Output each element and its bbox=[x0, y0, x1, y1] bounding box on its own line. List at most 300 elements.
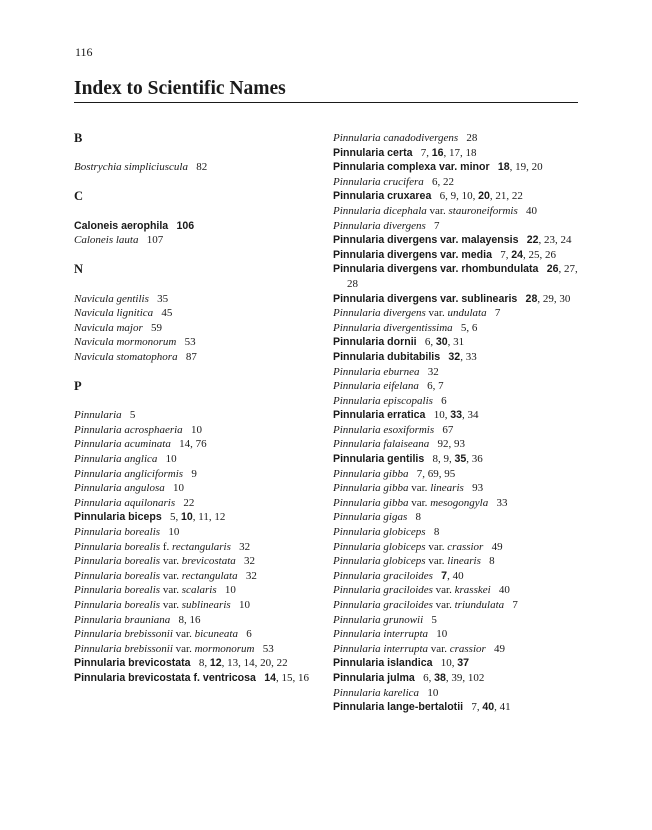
page-ref: 6 bbox=[246, 628, 252, 641]
page-ref: 28 bbox=[525, 292, 538, 305]
page-references bbox=[149, 293, 168, 305]
index-entry bbox=[74, 569, 324, 584]
page-title: Index to Scientific Names bbox=[74, 78, 286, 99]
index-entry bbox=[333, 496, 583, 511]
page-ref: 16 bbox=[297, 671, 309, 684]
taxon-name: Pinnularia brebissonii bbox=[74, 642, 173, 655]
page-ref: 76 bbox=[195, 438, 207, 451]
index-entry bbox=[333, 452, 583, 467]
page-ref: 92 bbox=[437, 438, 449, 451]
page-references: 6, 30, 31 bbox=[424, 336, 465, 349]
page-ref: 9 bbox=[450, 190, 457, 203]
taxon-name: Pinnularia brebissonii bbox=[74, 628, 173, 641]
index-entry bbox=[333, 481, 583, 496]
page-ref: 30 bbox=[435, 336, 448, 349]
page-ref: 6 bbox=[441, 394, 447, 407]
page-references: 7, 40 bbox=[441, 569, 464, 582]
page-references bbox=[231, 541, 250, 553]
page-ref: 18 bbox=[497, 161, 510, 174]
page-references bbox=[434, 424, 453, 436]
taxon-name: stauroneiformis bbox=[448, 204, 518, 217]
index-entry bbox=[74, 642, 324, 657]
taxon-name: Pinnularia gibba bbox=[333, 482, 409, 495]
page-ref: 31 bbox=[453, 336, 465, 349]
page-ref: 11 bbox=[198, 511, 209, 524]
index-entry bbox=[333, 686, 583, 701]
index-entry bbox=[74, 219, 324, 234]
page-references bbox=[153, 307, 172, 319]
taxon-name: Pinnularia divergens bbox=[333, 307, 426, 320]
page-ref: 8 bbox=[432, 453, 438, 466]
page-references bbox=[481, 555, 495, 567]
page-ref: 10 bbox=[173, 482, 185, 495]
index-entry bbox=[333, 554, 583, 569]
page-ref: 22 bbox=[526, 234, 539, 247]
taxon-name: Pinnularia divergens bbox=[333, 219, 426, 232]
taxon-name: Pinnularia divergens var. rhombundulata bbox=[333, 263, 539, 276]
page-ref: 20 bbox=[260, 657, 272, 670]
page-ref: 6 bbox=[424, 336, 431, 349]
page-references: 7, 24, 25, 26 bbox=[500, 248, 557, 261]
taxon-name: Pinnularia julma bbox=[333, 671, 415, 684]
page-ref: 18 bbox=[465, 146, 477, 159]
page-references: 10, 33, 34 bbox=[433, 409, 479, 422]
index-entry bbox=[74, 554, 324, 569]
page-references bbox=[486, 643, 505, 655]
page-ref: 53 bbox=[184, 336, 196, 349]
page-references bbox=[138, 234, 163, 246]
page-ref: 32 bbox=[239, 540, 251, 553]
taxon-name: Bostrychia simpliciuscula bbox=[74, 161, 188, 174]
page-references: 22, 23, 24 bbox=[526, 234, 572, 247]
page-ref: 10 bbox=[461, 190, 473, 203]
page-ref: 7 bbox=[441, 569, 448, 582]
index-entry bbox=[74, 598, 324, 613]
taxon-name: var. bbox=[160, 599, 182, 611]
page-references bbox=[419, 366, 438, 378]
page-references: 6, 9, 10, 20, 21, 22 bbox=[439, 190, 523, 203]
taxon-name: Pinnularia borealis bbox=[74, 555, 161, 568]
taxon-name: Pinnularia gentilis bbox=[333, 453, 425, 466]
index-entry bbox=[333, 627, 583, 642]
taxon-name: Caloneis aerophila bbox=[74, 219, 169, 232]
page-ref: 22 bbox=[443, 175, 454, 188]
page-ref: 59 bbox=[151, 321, 162, 334]
page-ref: 22 bbox=[276, 657, 288, 670]
index-entry bbox=[333, 175, 583, 190]
index-entry bbox=[74, 496, 324, 511]
taxon-name: Pinnularia gibba bbox=[333, 496, 409, 509]
page-ref: 69 bbox=[427, 467, 439, 480]
index-entry bbox=[74, 656, 324, 671]
taxon-name: Pinnularia globiceps bbox=[333, 526, 426, 539]
page-ref: 14 bbox=[179, 438, 191, 451]
index-entry bbox=[333, 583, 583, 598]
page-references bbox=[217, 584, 236, 596]
taxon-name: Pinnularia eifelana bbox=[333, 380, 419, 393]
taxon-name: Pinnularia gibba bbox=[333, 467, 409, 480]
taxon-name: Pinnularia divergens var. sublinearis bbox=[333, 292, 518, 305]
page-ref: 10 bbox=[436, 628, 448, 641]
page-ref: 106 bbox=[176, 219, 195, 232]
taxon-name: krasskei bbox=[454, 584, 491, 597]
page-ref: 12 bbox=[209, 657, 222, 670]
index-entry bbox=[333, 146, 583, 161]
page-references bbox=[487, 307, 501, 319]
index-entry bbox=[333, 656, 583, 671]
taxon-name: Pinnularia divergens var. malayensis bbox=[333, 234, 519, 247]
taxon-name: Pinnularia brevicostata bbox=[74, 657, 191, 670]
page-ref: 8 bbox=[433, 526, 440, 539]
index-entry bbox=[74, 583, 324, 598]
index-entry bbox=[74, 321, 324, 336]
taxon-name: var. bbox=[425, 555, 448, 568]
taxon-name: mormonorum bbox=[194, 642, 255, 655]
taxon-name: Pinnularia divergentissima bbox=[333, 321, 453, 334]
taxon-name: Pinnularia biceps bbox=[74, 511, 162, 524]
page-references bbox=[255, 643, 274, 655]
taxon-name: scalaris bbox=[181, 584, 217, 597]
page-references bbox=[419, 687, 438, 699]
page-ref: 26 bbox=[546, 263, 559, 276]
taxon-name: Pinnularia gigas bbox=[333, 511, 408, 524]
taxon-name: Pinnularia brauniana bbox=[74, 613, 171, 626]
page-references: 6, 7 bbox=[427, 380, 444, 393]
page-references bbox=[231, 599, 250, 611]
page-ref: 7 bbox=[434, 219, 440, 232]
taxon-name: brevicostata bbox=[181, 555, 236, 568]
taxon-name: Pinnularia dubitabilis bbox=[333, 350, 441, 363]
page-references: 8, 12, 13, 14, 20, 22 bbox=[198, 657, 288, 670]
taxon-name: Pinnularia acrosphaeria bbox=[74, 423, 183, 436]
page-ref: 7 bbox=[416, 467, 423, 480]
page-references: 5, 6 bbox=[460, 321, 478, 334]
page-references bbox=[122, 409, 136, 421]
page-ref: 39 bbox=[451, 671, 463, 684]
page-ref: 10 bbox=[440, 657, 452, 670]
page-ref: 10 bbox=[427, 686, 439, 699]
page-ref: 14 bbox=[243, 657, 255, 670]
index-entry bbox=[333, 598, 583, 613]
index-entry bbox=[74, 467, 324, 482]
taxon-name: Navicula stomatophora bbox=[74, 350, 178, 363]
page-ref: 7 bbox=[500, 248, 506, 261]
page-ref: 10 bbox=[190, 423, 202, 436]
page-references bbox=[178, 351, 197, 363]
page-references bbox=[175, 497, 194, 509]
page-ref: 14 bbox=[264, 671, 276, 684]
page-ref: 7 bbox=[438, 380, 444, 393]
page-references: 18, 19, 20 bbox=[497, 161, 543, 174]
page-ref: 6 bbox=[471, 321, 478, 334]
taxon-name: var. bbox=[160, 569, 182, 582]
page-ref: 7 bbox=[494, 307, 501, 320]
section-spacer bbox=[74, 175, 324, 190]
page-references bbox=[426, 526, 440, 538]
taxon-name: bicuneata bbox=[194, 628, 238, 641]
page-references bbox=[176, 336, 195, 348]
taxon-name: var. bbox=[428, 642, 450, 655]
index-entry bbox=[333, 131, 583, 146]
page-ref: 27 bbox=[564, 263, 575, 276]
taxon-name: var. bbox=[408, 482, 431, 495]
index-entry bbox=[333, 189, 583, 204]
index-entry bbox=[333, 540, 583, 555]
taxon-name: Pinnularia lange-bertalotii bbox=[333, 701, 464, 714]
taxon-name: triundulata bbox=[454, 599, 505, 611]
index-entry bbox=[333, 365, 583, 380]
page-ref: 7 bbox=[512, 599, 518, 611]
page-ref: 24 bbox=[560, 234, 572, 247]
page-references bbox=[238, 570, 257, 582]
taxon-name: f. bbox=[160, 540, 172, 553]
page-references: 7, 16, 17, 18 bbox=[420, 146, 477, 159]
page-ref: 10 bbox=[433, 409, 445, 422]
page-references bbox=[504, 599, 518, 611]
taxon-name: Pinnularia brevicostata f. ventricosa bbox=[74, 671, 256, 684]
taxon-name: Pinnularia globiceps bbox=[333, 540, 426, 553]
page-ref: 9 bbox=[443, 453, 449, 466]
page-ref: 24 bbox=[511, 248, 524, 261]
page-ref: 21 bbox=[495, 190, 507, 203]
index-entry bbox=[333, 423, 583, 438]
page-ref: 87 bbox=[185, 350, 197, 363]
taxon-name: Pinnularia cruxarea bbox=[333, 190, 432, 203]
page-ref: 7 bbox=[471, 701, 477, 714]
taxon-name: var. bbox=[172, 642, 195, 655]
page-ref: 5 bbox=[431, 613, 437, 626]
page-references bbox=[458, 132, 477, 144]
page-references: 26, 27, 28 bbox=[347, 263, 578, 290]
page-ref: 38 bbox=[434, 671, 446, 684]
page-references bbox=[188, 161, 207, 173]
taxon-name: linearis bbox=[430, 482, 464, 495]
page-ref: 6 bbox=[432, 175, 438, 188]
page-ref: 8 bbox=[178, 613, 185, 626]
index-entry bbox=[333, 306, 583, 321]
taxon-name: Pinnularia dornii bbox=[333, 336, 417, 349]
page-ref: 6 bbox=[439, 190, 446, 203]
page-references: 8, 9, 35, 36 bbox=[432, 453, 483, 466]
taxon-name: var. bbox=[160, 555, 182, 568]
page-ref: 15 bbox=[281, 671, 293, 684]
index-entry bbox=[333, 321, 583, 336]
title-rule bbox=[74, 102, 578, 103]
index-entry bbox=[74, 233, 324, 248]
taxon-name: Navicula mormonorum bbox=[74, 336, 177, 349]
index-entry bbox=[333, 642, 583, 657]
page-ref: 32 bbox=[427, 365, 439, 378]
page-references bbox=[407, 511, 421, 523]
page-references bbox=[428, 628, 447, 640]
index-entry bbox=[74, 510, 324, 525]
page-ref: 10 bbox=[168, 526, 180, 539]
index-entry bbox=[74, 437, 324, 452]
page-ref: 8 bbox=[489, 555, 495, 568]
page-references bbox=[488, 497, 507, 509]
page-ref: 82 bbox=[196, 161, 208, 174]
taxon-name: Pinnularia grunowii bbox=[333, 613, 424, 626]
page-references bbox=[143, 322, 162, 334]
taxon-name: var. bbox=[432, 584, 455, 597]
taxon-name: Pinnularia globiceps bbox=[333, 555, 426, 568]
page-ref: 13 bbox=[227, 657, 239, 670]
index-entry bbox=[74, 540, 324, 555]
page-references bbox=[433, 395, 447, 407]
taxon-name: Pinnularia borealis bbox=[74, 584, 161, 597]
page-references: 28, 29, 30 bbox=[525, 292, 571, 305]
index-entry bbox=[74, 423, 324, 438]
taxon-name: Pinnularia certa bbox=[333, 146, 413, 159]
page-ref: 107 bbox=[146, 234, 164, 247]
page-ref: 34 bbox=[467, 409, 479, 422]
page-ref: 40 bbox=[452, 569, 464, 582]
taxon-name: var. bbox=[425, 307, 448, 320]
page-references: 6, 22 bbox=[432, 175, 454, 188]
taxon-name: Pinnularia angliciformis bbox=[74, 467, 184, 480]
index-entry bbox=[333, 248, 583, 263]
section-letter: P bbox=[74, 379, 82, 394]
taxon-name: Pinnularia graciloides bbox=[333, 584, 433, 597]
index-entry bbox=[74, 350, 324, 365]
page-references: 6, 38, 39, 102 bbox=[423, 671, 485, 684]
taxon-name: Pinnularia divergens var. media bbox=[333, 248, 492, 261]
section-letter: B bbox=[74, 131, 83, 145]
taxon-name: Pinnularia complexa var. minor bbox=[333, 161, 490, 174]
page-references: 7, 40, 41 bbox=[471, 701, 511, 714]
page-ref: 49 bbox=[494, 642, 506, 655]
index-entry bbox=[333, 569, 583, 584]
page-ref: 102 bbox=[467, 671, 485, 684]
index-entry bbox=[74, 335, 324, 350]
page-ref: 33 bbox=[450, 409, 462, 422]
page-ref: 35 bbox=[157, 292, 169, 305]
taxon-name: mesogongyla bbox=[430, 496, 489, 509]
page-references bbox=[168, 220, 194, 232]
page-ref: 20 bbox=[478, 190, 490, 203]
page-references bbox=[238, 628, 252, 640]
taxon-name: Pinnularia esoxiformis bbox=[333, 423, 435, 436]
index-column-right bbox=[333, 131, 583, 715]
page-references bbox=[183, 468, 197, 480]
page-ref: 32 bbox=[245, 569, 257, 582]
page-ref: 6 bbox=[423, 671, 429, 684]
page-number: 116 bbox=[75, 45, 93, 59]
taxon-name: linearis bbox=[447, 555, 481, 568]
page-references bbox=[157, 453, 176, 465]
taxon-name: Pinnularia episcopalis bbox=[333, 394, 433, 407]
taxon-name: undulata bbox=[447, 307, 487, 320]
taxon-name: var. bbox=[432, 599, 455, 611]
page-references: 5, 10, 11, 12 bbox=[169, 511, 226, 524]
index-entry bbox=[333, 671, 583, 686]
taxon-name: Pinnularia dicephala bbox=[333, 204, 427, 217]
taxon-name: Pinnularia angulosa bbox=[74, 482, 165, 495]
taxon-name: Pinnularia eburnea bbox=[333, 365, 420, 378]
page-references bbox=[236, 555, 255, 567]
page-ref: 19 bbox=[515, 161, 527, 174]
taxon-name: Pinnularia borealis bbox=[74, 569, 161, 582]
taxon-name: Pinnularia karelica bbox=[333, 686, 420, 699]
taxon-name: Pinnularia anglica bbox=[74, 453, 158, 466]
page-references: 14, 76 bbox=[179, 438, 207, 451]
page-ref: 40 bbox=[526, 204, 538, 217]
index-entry bbox=[74, 408, 324, 423]
page-ref: 12 bbox=[214, 511, 226, 524]
page-ref: 25 bbox=[528, 248, 540, 261]
page-ref: 28 bbox=[466, 132, 478, 144]
index-entry bbox=[333, 613, 583, 628]
taxon-name: crassior bbox=[449, 642, 486, 655]
page-references bbox=[423, 614, 437, 626]
index-entry bbox=[333, 335, 583, 350]
section-spacer bbox=[74, 204, 324, 219]
index-entry bbox=[74, 613, 324, 628]
taxon-name: Pinnularia islandica bbox=[333, 657, 433, 670]
page-ref: 93 bbox=[454, 438, 465, 451]
taxon-name: Pinnularia borealis bbox=[74, 599, 161, 611]
page-ref: 32 bbox=[244, 555, 255, 568]
page-ref: 23 bbox=[544, 234, 556, 247]
page-references bbox=[426, 220, 440, 232]
page-ref: 35 bbox=[454, 453, 467, 466]
page-ref: 29 bbox=[542, 292, 554, 305]
index-entry bbox=[333, 394, 583, 409]
index-entry bbox=[74, 292, 324, 307]
index-entry bbox=[333, 700, 583, 715]
page-ref: 22 bbox=[183, 496, 195, 509]
page-references bbox=[464, 482, 483, 494]
page-ref: 49 bbox=[491, 540, 503, 553]
page-ref: 37 bbox=[457, 657, 470, 670]
section-spacer bbox=[74, 146, 324, 161]
index-entry bbox=[74, 481, 324, 496]
page-ref: 30 bbox=[559, 292, 571, 305]
index-entry bbox=[333, 379, 583, 394]
page-ref: 95 bbox=[444, 467, 456, 480]
index-entry bbox=[333, 160, 583, 175]
page-ref: 26 bbox=[545, 248, 557, 261]
taxon-name: rectangularis bbox=[172, 540, 231, 553]
index-entry bbox=[74, 525, 324, 540]
taxon-name: var. bbox=[426, 204, 449, 217]
section-spacer bbox=[74, 394, 324, 409]
taxon-name: sublinearis bbox=[181, 599, 231, 611]
taxon-name: Pinnularia erratica bbox=[333, 409, 426, 422]
index-entry bbox=[333, 510, 583, 525]
page-ref: 5 bbox=[460, 321, 467, 334]
index-entry bbox=[333, 525, 583, 540]
page-ref: 16 bbox=[189, 613, 201, 626]
index-column-left bbox=[74, 131, 324, 686]
taxon-name: rectangulata bbox=[181, 569, 238, 582]
index-entry bbox=[333, 292, 583, 307]
taxon-name: Pinnularia aquilonaris bbox=[74, 496, 176, 509]
page-ref: 8 bbox=[415, 511, 422, 524]
page-references: 14, 15, 16 bbox=[264, 671, 309, 684]
taxon-name: Pinnularia interrupta bbox=[333, 628, 429, 641]
taxon-name: Pinnularia graciloides bbox=[333, 599, 433, 611]
page-references: 8, 16 bbox=[178, 613, 201, 626]
taxon-name: Pinnularia falaiseana bbox=[333, 438, 430, 451]
page-ref: 7 bbox=[420, 146, 427, 159]
page-ref: 40 bbox=[498, 584, 510, 597]
taxon-name: Pinnularia borealis bbox=[74, 540, 161, 553]
page-ref: 10 bbox=[224, 584, 236, 597]
page-references bbox=[183, 424, 202, 436]
section-letter: N bbox=[74, 262, 84, 277]
taxon-name: var. bbox=[425, 540, 448, 553]
